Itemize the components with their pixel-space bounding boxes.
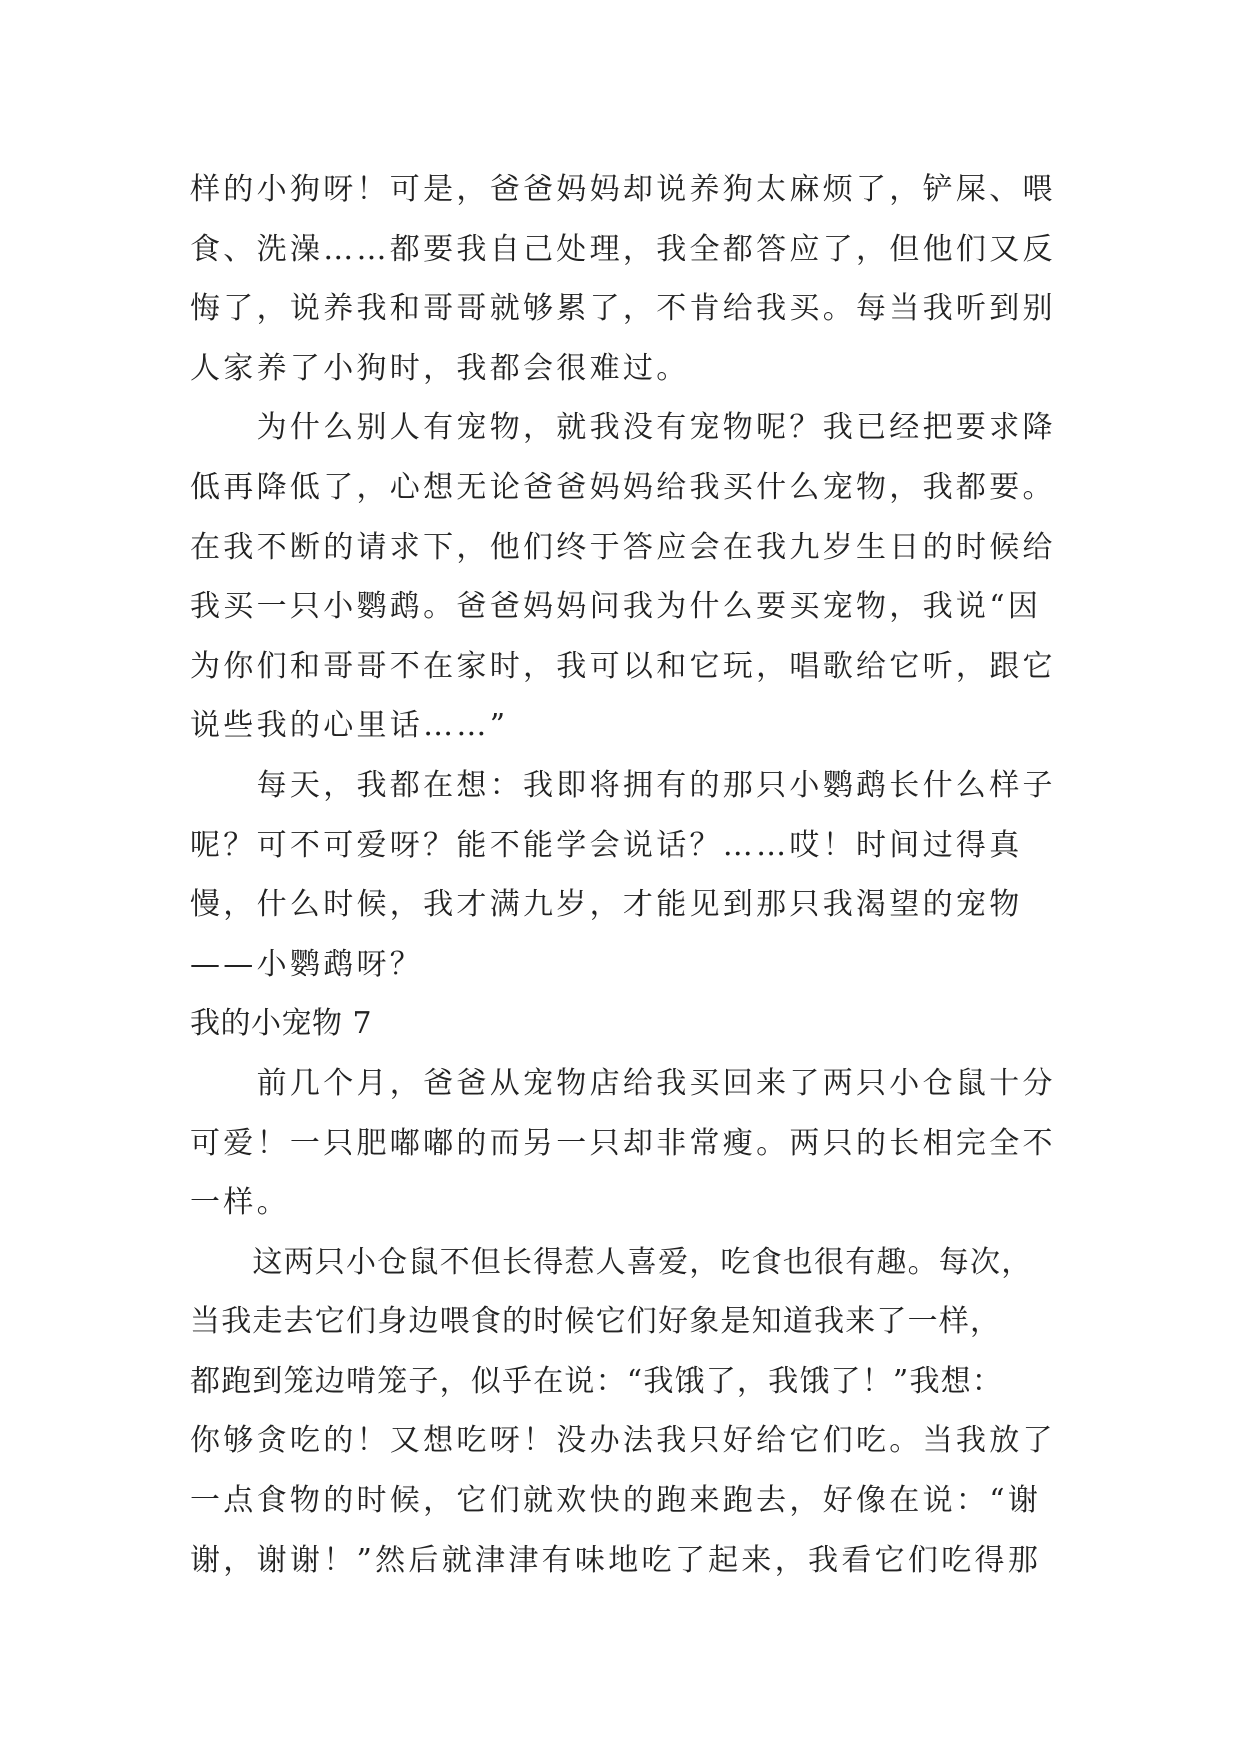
text-line: 一点食物的时候，它们就欢快的跑来跑去，好像在说：“谢 [190, 1483, 1042, 1519]
text-line: 人家养了小狗时，我都会很难过。 [190, 350, 690, 386]
text-line: 每天，我都在想：我即将拥有的那只小鹦鹉长什么样子 [190, 767, 1056, 803]
text-line: 在我不断的请求下，他们终于答应会在我九岁生日的时候给 [190, 529, 1056, 565]
text-line: 为你们和哥哥不在家时，我可以和它玩，唱歌给它听，跟它 [190, 648, 1056, 684]
document-body [190, 160, 1056, 1590]
text-line: ——小鹦鹉呀？ [190, 946, 424, 982]
text-line: 可爱！一只肥嘟嘟的而另一只却非常瘦。两只的长相完全不 [190, 1125, 1056, 1161]
text-line: 谢，谢谢！”然后就津津有味地吃了起来，我看它们吃得那 [190, 1542, 1042, 1578]
section-heading: 我的小宠物 7 [190, 1006, 373, 1042]
text-line: 我买一只小鹦鹉。爸爸妈妈问我为什么要买宠物，我说“因 [190, 589, 1042, 625]
text-line: 前几个月，爸爸从宠物店给我买回来了两只小仓鼠十分 [190, 1065, 1056, 1101]
text-line: 悔了，说养我和哥哥就够累了，不肯给我买。每当我听到别 [190, 291, 1056, 327]
text-line: 当我走去它们身边喂食的时候它们好象是知道我来了一样， [190, 1304, 1002, 1340]
text-line: 低再降低了，心想无论爸爸妈妈给我买什么宠物，我都要。 [190, 469, 1056, 505]
text-line: 样的小狗呀！可是，爸爸妈妈却说养狗太麻烦了，铲屎、喂 [190, 172, 1056, 207]
text-line: 这两只小仓鼠不但长得惹人喜爱，吃食也很有趣。每次， [190, 1244, 1033, 1280]
text-line: 为什么别人有宠物，就我没有宠物呢？我已经把要求降 [190, 410, 1056, 446]
text-line: 一样。 [190, 1185, 290, 1221]
text-line: 你够贪吃的！又想吃呀！没办法我只好给它们吃。当我放了 [190, 1423, 1056, 1459]
text-line: 食、洗澡……都要我自己处理，我全都答应了，但他们又反 [190, 231, 1056, 267]
text-line: 说些我的心里话……” [190, 708, 509, 744]
text-line: 呢？可不可爱呀？能不能学会说话？……哎！时间过得真 [190, 827, 1023, 863]
text-line: 都跑到笼边啃笼子，似乎在说：“我饿了，我饿了！”我想： [190, 1363, 1004, 1399]
text-line: 慢，什么时候，我才满九岁，才能见到那只我渴望的宠物 [190, 887, 1023, 923]
